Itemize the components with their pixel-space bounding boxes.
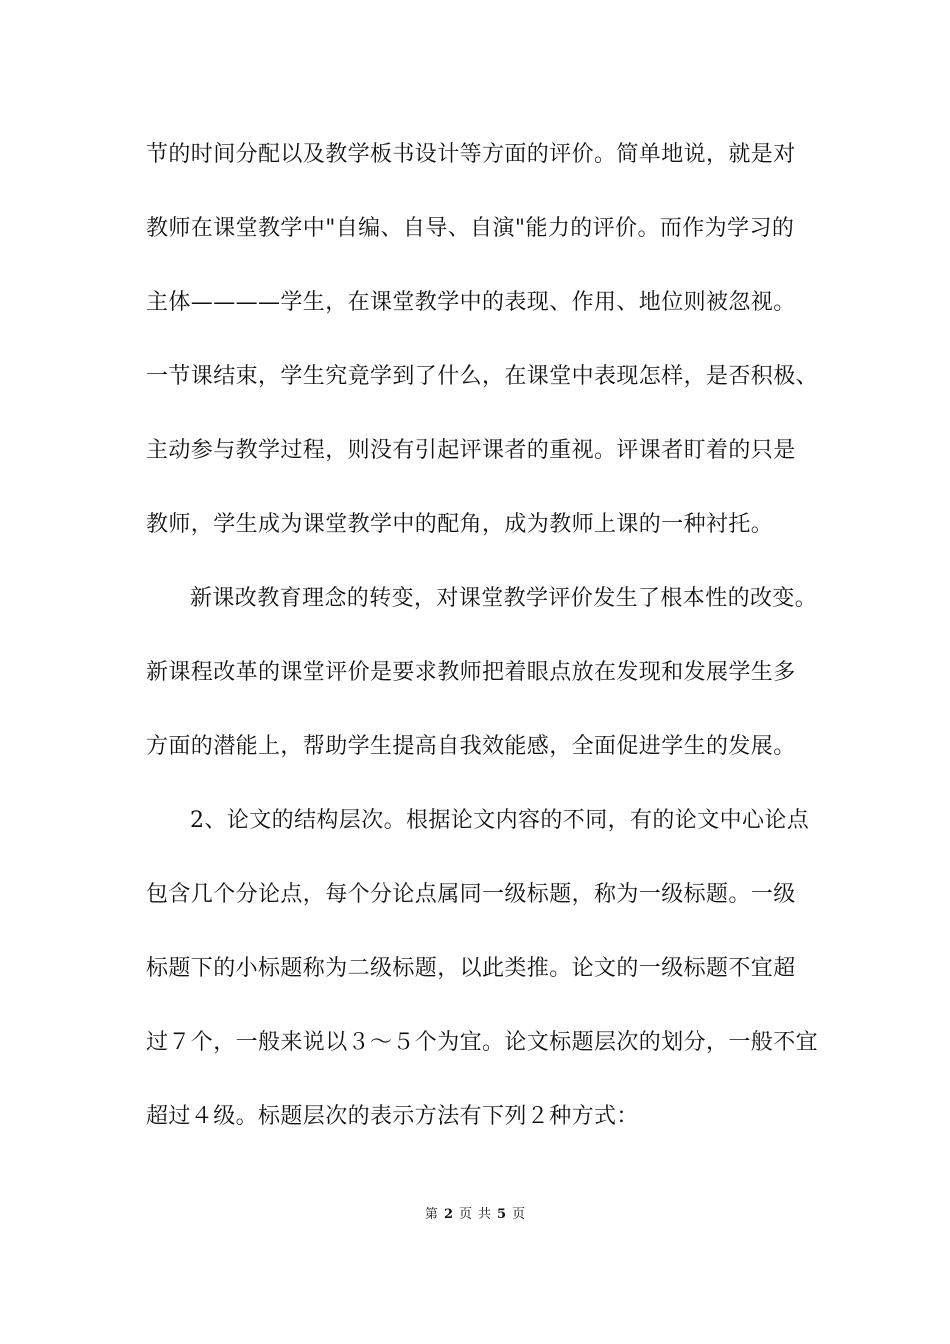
footer-total-word: 共	[478, 1207, 492, 1222]
text-line: 主体————学生，在课堂教学中的表现、作用、地位则被忽视。	[146, 290, 796, 315]
footer-suffix: 页	[512, 1207, 526, 1222]
text-line: 包含几个分论点，每个分论点属同一级标题，称为一级标题。一级	[146, 882, 796, 907]
text-line: 标题下的小标题称为二级标题，以此类推。论文的一级标题不宜超	[146, 956, 796, 981]
footer-page-word: 页	[458, 1207, 472, 1222]
total-page-number: 5	[497, 1207, 507, 1222]
text-line: 一节课结束，学生究竟学到了什么，在课堂中表现怎样，是否积极、	[146, 364, 819, 389]
text-line: 过７个，一般来说以３～５个为宜。论文标题层次的划分，一般不宜	[146, 1030, 819, 1055]
text-line: 方面的潜能上，帮助学生提高自我效能感，全面促进学生的发展。	[146, 734, 796, 759]
page-number-footer	[0, 1206, 950, 1224]
text-line: 节的时间分配以及教学板书设计等方面的评价。简单地说，就是对	[146, 142, 796, 167]
paragraph-first-line: 新课改教育理念的转变，对课堂教学评价发生了根本性的改变。	[190, 586, 818, 611]
text-line: 主动参与教学过程，则没有引起评课者的重视。评课者盯着的只是	[146, 438, 796, 463]
footer-prefix: 第	[424, 1207, 438, 1222]
paragraph-first-line: 2、论文的结构层次。根据论文内容的不同，有的论文中心论点	[190, 808, 810, 833]
text-line: 新课程改革的课堂评价是要求教师把着眼点放在发现和发展学生多	[146, 660, 796, 685]
text-line: 教师，学生成为课堂教学中的配角，成为教师上课的一种衬托。	[146, 512, 774, 537]
text-line: 超过４级。标题层次的表示方法有下列２种方式：	[146, 1104, 639, 1129]
current-page-number: 2	[443, 1207, 453, 1222]
text-line: 教师在课堂教学中"自编、自导、自演"能力的评价。而作为学习的	[146, 216, 795, 241]
